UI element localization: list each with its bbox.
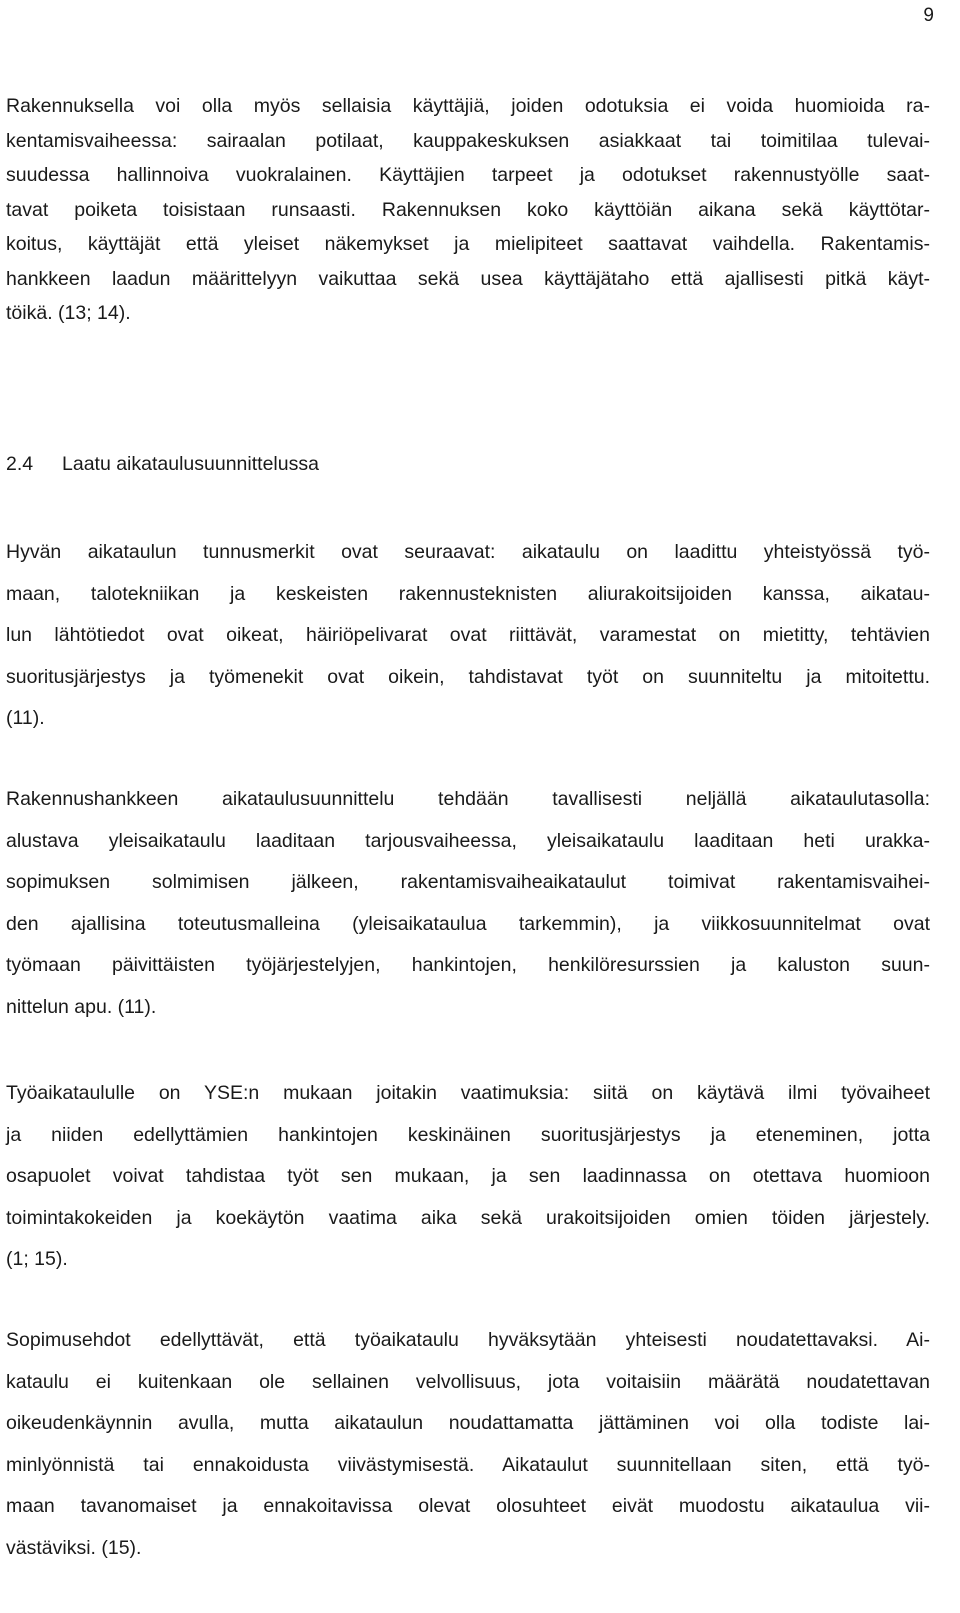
- paragraph-line: nittelun apu. (11).: [6, 995, 157, 1018]
- paragraph-line: lun lähtötiedot ovat oikeat, häiriöpelivarat ovat riittävät, varamestat on mietitty, tehtävien: [6, 624, 930, 646]
- paragraph-good-schedule: [6, 532, 930, 740]
- paragraph-line: kataulu ei kuitenkaan ole sellainen velvollisuus, jota voitaisiin määrätä noudatettavan: [6, 1370, 930, 1393]
- paragraph-yse-requirements: [6, 1073, 930, 1281]
- paragraph-line: västäviksi. (15).: [6, 1536, 142, 1559]
- paragraph-line: kentamisvaiheessa: sairaalan potilaat, kauppakeskuksen asiakkaat tai toimitilaa tulevai-: [6, 129, 930, 152]
- paragraph-line: Hyvän aikataulun tunnusmerkit ovat seuraavat: aikataulu on laadittu yhteistyössä työ-: [6, 541, 930, 563]
- section-number: 2.4: [6, 453, 34, 475]
- paragraph-line: Rakennushankkeen aikataulusuunnittelu tehdään tavallisesti neljällä aikataulutasolla:: [6, 788, 930, 810]
- paragraph-line: toimintakokeiden ja koekäytön vaatima aika sekä urakoitsijoiden omien töiden järjestely.: [6, 1206, 930, 1229]
- paragraph-users: [6, 89, 930, 331]
- paragraph-line: (11).: [6, 707, 45, 729]
- paragraph-line: Sopimusehdot edellyttävät, että työaikataulu hyväksytään yhteisesti noudatettavaksi. Ai-: [6, 1329, 930, 1351]
- paragraph-line: sopimuksen solmimisen jälkeen, rakentamisvaiheaikataulut toimivat rakentamisvaihei-: [6, 871, 930, 893]
- paragraph-line: oikeudenkäynnin avulla, mutta aikataulun noudattamatta jättäminen voi olla todiste lai-: [6, 1412, 930, 1434]
- paragraph-line: työmaan päivittäisten työjärjestelyjen, hankintojen, henkilöresurssien ja kaluston suun-: [6, 954, 930, 976]
- paragraph-line: suoritusjärjestys ja työmenekit ovat oikein, tahdistavat työt on suunniteltu ja mitoitettu.: [6, 665, 930, 688]
- paragraph-line: (1; 15).: [6, 1248, 68, 1270]
- paragraph-line: minlyönnistä tai ennakoidusta viivästymisestä. Aikataulut suunnitellaan siten, että työ-: [6, 1453, 930, 1476]
- paragraph-line: maan, talotekniikan ja keskeisten rakennusteknisten aliurakoitsijoiden kanssa, aikatau-: [6, 582, 930, 605]
- paragraph-line: suudessa hallinnoiva vuokralainen. Käyttäjien tarpeet ja odotukset rakennustyölle saat-: [6, 164, 930, 186]
- paragraph-line: alustava yleisaikataulu laaditaan tarjousvaiheessa, yleisaikataulu laaditaan heti urakka-: [6, 829, 930, 852]
- paragraph-line: Rakennuksella voi olla myös sellaisia käyttäjiä, joiden odotuksia ei voida huomioida ra-: [6, 95, 930, 117]
- page-number: 9: [923, 5, 934, 26]
- paragraph-contract-terms: [6, 1320, 930, 1569]
- paragraph-line: Työaikataululle on YSE:n mukaan joitakin vaatimuksia: siitä on käytävä ilmi työvaiheet: [6, 1082, 930, 1104]
- paragraph-line: maan tavanomaiset ja ennakoitavissa olevat olosuhteet eivät muodostu aikataulua vii-: [6, 1495, 930, 1517]
- paragraph-line: töikä. (13; 14).: [6, 302, 131, 324]
- paragraph-schedule-levels: [6, 779, 930, 1028]
- paragraph-line: osapuolet voivat tahdistaa työt sen mukaan, ja sen laadinnassa on otettava huomioon: [6, 1165, 930, 1187]
- paragraph-line: tavat poiketa toisistaan runsaasti. Rakennuksen koko käyttöiän aikana sekä käyttötar-: [6, 198, 930, 221]
- paragraph-line: den ajallisina toteutusmalleina (yleisaikataulua tarkemmin), ja viikkosuunnitelmat ovat: [6, 912, 930, 935]
- paragraph-line: koitus, käyttäjät että yleiset näkemykset ja mielipiteet saattavat vaihdella. Rakentamis-: [6, 233, 930, 255]
- paragraph-line: hankkeen laadun määrittelyyn vaikuttaa sekä usea käyttäjätaho että ajallisesti pitkä käyt-: [6, 267, 930, 290]
- section-title: Laatu aikataulusuunnittelussa: [62, 453, 319, 475]
- section-heading: [6, 447, 319, 481]
- paragraph-line: ja niiden edellyttämien hankintojen keskinäinen suoritusjärjestys ja eteneminen, jotta: [6, 1123, 930, 1146]
